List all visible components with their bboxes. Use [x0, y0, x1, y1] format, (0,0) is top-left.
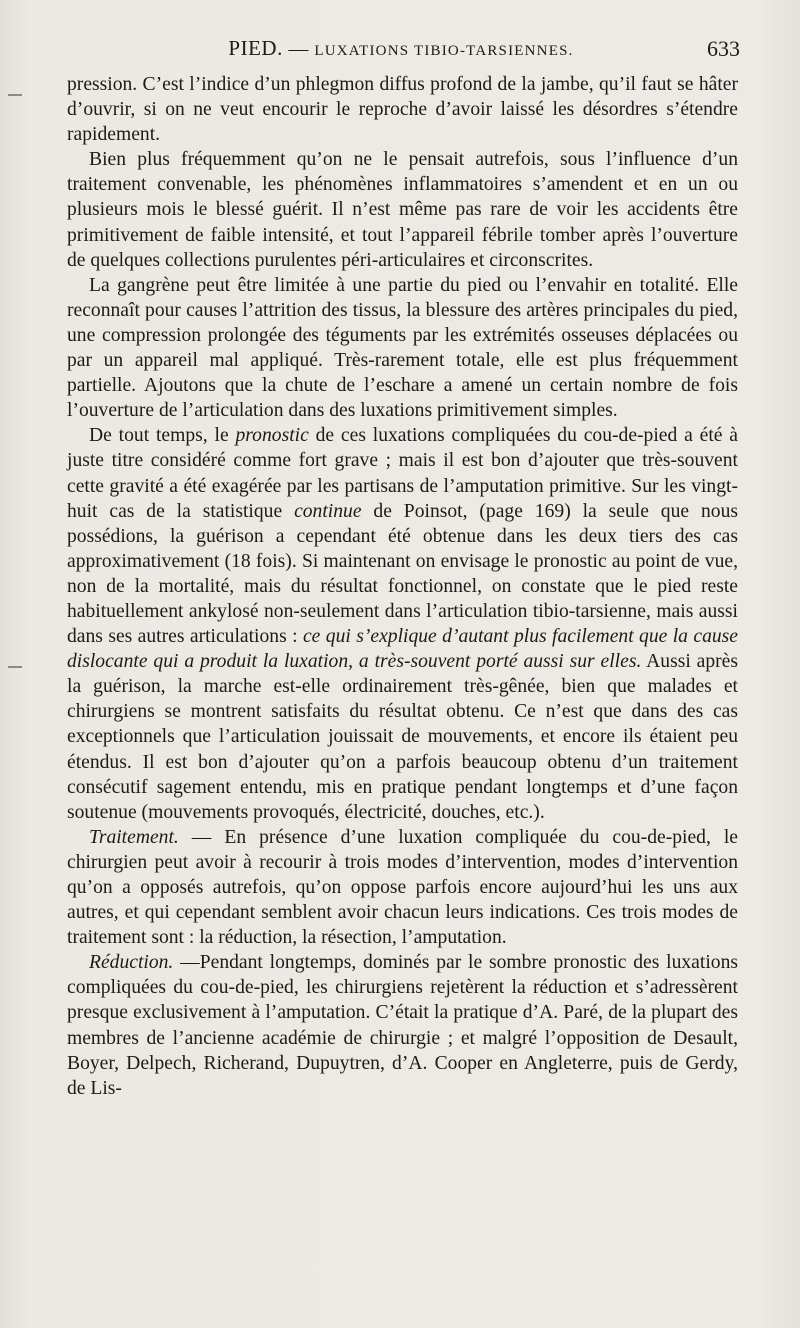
paragraph: pression. C’est l’indice d’un phlegmon diffus profond de la jambe, qu’il faut se hâter d’ouvrir, si on ne veut encourir le reproche d’avoir laissé les désordres s’étendre rapidement. — [67, 74, 738, 146]
paragraph-pronostic — [67, 423, 738, 825]
italic-term: continue — [294, 500, 362, 522]
italic-term: pronostic — [235, 425, 309, 447]
title-main: PIED. — [228, 36, 283, 60]
text-run: de Poinsot, (page 169) la seule que nous possédions, la guérison a cependant été obtenue dans les deux tiers des cas approximativement (18 fois). Si maintenant on envisage le pronostic au point de vue, non de la mortalité, mais du résultat fonctionnel, on constate que le pied reste habituellement ankylosé non-seulement dans l’articulation tibio-tarsienne, mais aussi dans ses autres articulations : — [67, 500, 738, 648]
italic-passage: ce qui s’explique d’autant plus facilement que la cause dislocante qui a produit la luxation, a très-souvent porté aussi sur elles. — [67, 626, 738, 673]
page-number: 633 — [707, 36, 740, 61]
margin-mark — [8, 666, 22, 668]
section-heading: Réduction. — [89, 952, 174, 974]
title-dash: — — [288, 38, 309, 60]
paragraph-reduction — [67, 950, 738, 1101]
text-run: de ces luxations compliquées du cou-de-pied a été à juste titre considéré comme fort grave ; mais il est bon d’ajouter que très-souvent cette gravité a été exagérée par les partisans de l’amputation primitive. Sur les vingt-huit cas de la statistique — [67, 425, 738, 522]
paragraph: Bien plus fréquemment qu’on ne le pensait autrefois, sous l’influence d’un traitement convenable, les phénomènes inflammatoires s’amendent et en un ou plusieurs mois le blessé guérit. Il n’est même pas rare de voir les accidents être primitivement de faible intensité, et tout l’appareil fébrile tomber après l’ouverture de quelques collections purulentes péri-articulaires et circonscrites. — [67, 149, 738, 271]
paragraph: La gangrène peut être limitée à une partie du pied ou l’envahir en totalité. Elle reconnaît pour causes l’attrition des tissus, la blessure des artères principales du pied, une compression prolongée des téguments par les extrémités osseuses déplacées ou par un appareil mal appliqué. Très-rarement totale, elle est plus fréquemment partielle. Ajoutons que la chute de l’eschare a amené un certain nombre de fois l’ouverture de l’articulation dans des luxations primitivement simples. — [67, 274, 738, 422]
section-heading: Traitement. — [89, 826, 179, 848]
text-run: De tout temps, le — [89, 425, 236, 447]
text-run: — En présence d’une luxation compliquée du cou-de-pied, le chirurgien peut avoir à recourir à trois modes d’intervention, modes d’intervention qu’on a opposés autrefois, qu’on oppose parfois encore aujourd’hui les uns aux autres, et qui cependant semblent avoir chacun leurs indications. Ces trois modes de traitement sont : la réduction, la résection, l’amputation. — [67, 826, 738, 949]
paragraph-traitement — [67, 825, 738, 950]
text-run: Aussi après la guérison, la marche est-elle ordinairement très-gênée, bien que malades et chirurgiens se montrent satisfaits du résultat obtenu. Ce n’est que dans des cas exceptionnels que l’articulation jouissait de mouvements, et encore ils étaient peu étendus. Il est bon d’ajouter qu’on a parfois beaucoup obtenu d’un traitement consécutif sagement entendu, mis en pratique pendant longtemps et d’une façon soutenue (mouvements provoqués, électricité, douches, etc.). — [67, 651, 738, 823]
running-title — [62, 36, 740, 61]
margin-mark — [8, 94, 22, 96]
title-rest: LUXATIONS TIBIO-TARSIENNES. — [314, 43, 574, 59]
text-run: —Pendant longtemps, dominés par le sombre pronostic des luxations compliquées du cou-de-pied, les chirurgiens rejetèrent la réduction et s’adressèrent presque exclusivement à l’amputation. C’était la pratique d’A. Paré, de la plupart des membres de l’ancienne académie de chirurgie ; et malgré l’opposition de Desault, Boyer, Delpech, Richerand, Dupuytren, d’A. Cooper en Angleterre, puis de Gerdy, de Lis- — [67, 952, 738, 1099]
body-text — [67, 72, 738, 1101]
running-header — [62, 36, 740, 66]
